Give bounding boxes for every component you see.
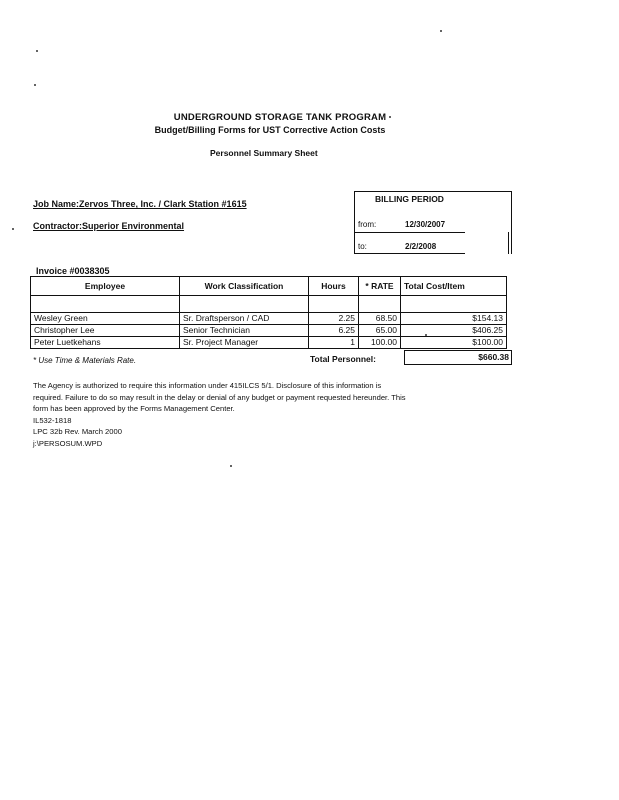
rate-cell: 68.50 [359,313,401,325]
from-label: from: [358,220,377,229]
classification-cell: Senior Technician [180,325,309,337]
agency-notice [33,380,413,449]
job-name-label: Job Name: [33,199,80,209]
total-cell: $406.25 [401,325,507,337]
scan-speck [389,116,391,118]
scan-speck [12,228,14,230]
total-personnel-value: $660.38 [478,352,509,362]
form-subtitle: Budget/Billing Forms for UST Corrective Action Costs [154,125,386,135]
program-title: UNDERGROUND STORAGE TANK PROGRAM [173,112,387,123]
billing-period-title: BILLING PERIOD [375,194,444,204]
table-row [31,313,507,325]
table-row [31,337,507,349]
form-id: IL532-1818 [33,415,72,425]
blank-cell [31,296,180,313]
invoice-number: Invoice #0038305 [36,266,110,276]
scan-speck [440,30,442,32]
contractor-line [33,221,184,231]
classification-cell: Sr. Draftsperson / CAD [180,313,309,325]
blank-cell [180,296,309,313]
col-rate-header: * RATE [359,277,401,296]
table-row [31,325,507,337]
total-personnel-box [404,350,512,365]
contractor-value: Superior Environmental [82,221,185,231]
billing-period-box [354,191,512,254]
contractor-label: Contractor: [33,221,82,231]
total-cell: $100.00 [401,337,507,349]
personnel-table [30,276,507,349]
table-blank-row [31,296,507,313]
hours-cell: 1 [309,337,359,349]
sheet-title: Personnel Summary Sheet [210,148,318,158]
scan-speck [425,334,427,336]
notice-text: The Agency is authorized to require this information under 415ILCS 5/1. Disclosure of this information is required. Failure to do so may result in the delay or denial of any budget or payment requested hereunder. This form has been approved by the Forms Management Center. [33,381,406,413]
rate-cell: 65.00 [359,325,401,337]
col-hours-header: Hours [309,277,359,296]
from-value: 12/30/2007 [405,220,446,229]
table-header-row [31,277,507,296]
blank-cell [401,296,507,313]
to-value: 2/2/2008 [405,242,437,251]
scan-speck [34,84,36,86]
col-total-header: Total Cost/Item [401,277,507,296]
scan-speck [36,50,38,52]
scan-speck [230,465,232,467]
hours-cell: 2.25 [309,313,359,325]
rate-footnote: * Use Time & Materials Rate. [33,356,137,365]
from-rule [355,232,465,233]
billing-right-edge [508,232,509,254]
job-name-line [33,199,247,209]
classification-cell: Sr. Project Manager [180,337,309,349]
lpc-revision: LPC 32b Rev. March 2000 [33,427,122,436]
file-path: j:\PERSOSUM.WPD [33,438,103,448]
employee-cell: Wesley Green [31,313,180,325]
to-rule [355,253,465,254]
col-classification-header: Work Classification [180,277,309,296]
total-personnel-label: Total Personnel: [310,354,376,364]
col-employee-header: Employee [31,277,180,296]
job-name-value: Zervos Three, Inc. / Clark Station #1615 [79,199,247,209]
to-label: to: [358,242,367,251]
employee-cell: Christopher Lee [31,325,180,337]
rate-cell: 100.00 [359,337,401,349]
employee-cell: Peter Luetkehans [31,337,180,349]
total-cell: $154.13 [401,313,507,325]
blank-cell [309,296,359,313]
blank-cell [359,296,401,313]
hours-cell: 6.25 [309,325,359,337]
